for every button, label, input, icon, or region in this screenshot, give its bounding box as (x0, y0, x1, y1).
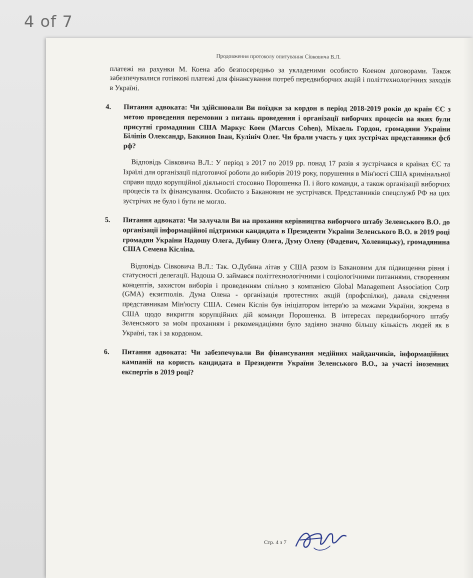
page-counter: 4 of 7 (24, 12, 73, 31)
question-number: 5. (104, 216, 111, 225)
page-footer-number: Стр. 4 з 7 (264, 540, 287, 546)
question-6 (104, 348, 449, 379)
page-text-area (104, 52, 451, 380)
answer-4: Відповідь Сівковича В.Л.: У період з 2017 по 2019 рр. понад 17 разів я зустрічався в країнах ЄС та Ізраїлі для організації підготовчої роботи до виборів 2019 року, порушення в Мін'юсті США кримінальної справи щодо корупційної діяльності стосовно Порошенка П. і його команди, а також організації виборчих процесів та їх фінансування. Особисто з Бакановим не зустрічався. Представників спецслужб РФ на цих зустрічах не було і бути не могло. (122, 158, 451, 206)
scanned-page (46, 38, 473, 578)
scan-edge-shadow (463, 38, 473, 578)
question-text: Питання адвоката: Чи здійснювали Ви поїздки за кордон в період 2018-2019 років до країн ЄС з метою проведення перемовин з питань проведення і організації виборчих процесів на яких були присутні громадянин США Маркус Коен (Marcus Cohen), Міхаель Гордон, громадяни України Біліпів Олександр, Бакинов Іван, Кулініч Олег. Чи брали участь у цих зустрічах представники фсб рф? (123, 103, 451, 150)
intro-paragraph: платежі на рахунки М. Коена або безпосередньо за укладеними особисто Коеном договорами. Також забезпечувалися готівкові платежі для фінансування потреб передвиборчих акцій і політтехнологічних заходів в Україні. (109, 64, 451, 93)
question-text: Питання адвоката: Чи залучали Ви на прохання керівництва виборчого штабу Зеленського В.О. до організації інформаційної підтримки кандидата в Президенти України Зеленського В.О. в 2019 році громадян України Надошу Олега, Дубину Олега, Думу Олену (Фадевич, Холевицьку), громадянина США Семена Кісліна. (122, 216, 450, 254)
question-number: 6. (103, 348, 110, 357)
question-text: Питання адвоката: Чи забезпечували Ви фінансування медійних майданчиків, інформаційних кампаній на користь кандидата в Президенти України Зеленського В.О., за участі іноземних експертів в 2019 році? (121, 348, 449, 377)
handwritten-signature (292, 524, 350, 556)
running-head: Продовження протоколу опитування Сівковича В.Л. (216, 53, 341, 61)
question-5 (105, 216, 450, 257)
question-4 (105, 103, 450, 153)
question-number: 4. (105, 103, 112, 112)
answer-5: Відповідь Сівковича В.Л.: Так. О.Дубина літав у США разом із Бакановим для підвищення рівня і статусності делегації. Надоша О. займався політтехнологічними і соціологічними питаннями, створенням концептів, захистом виборів і проведенням спільно з компанією Global Management Association Corp (GMA) екзитполів. Дума Олена - організація протестних акцій (профспілки), давала свідчення представникам Мін'юсту США. Семен Кіслін був ініціатором інтерв'ю за межами України, зокрема в США щодо викриття корупційних дій команди Порошенка. В інтересах передвиборчого штабу Зеленського за моїм проханням і рекомендаціями було задіяно значно більшу кількість людей як в Україні, так і за кордоном. (122, 261, 450, 338)
